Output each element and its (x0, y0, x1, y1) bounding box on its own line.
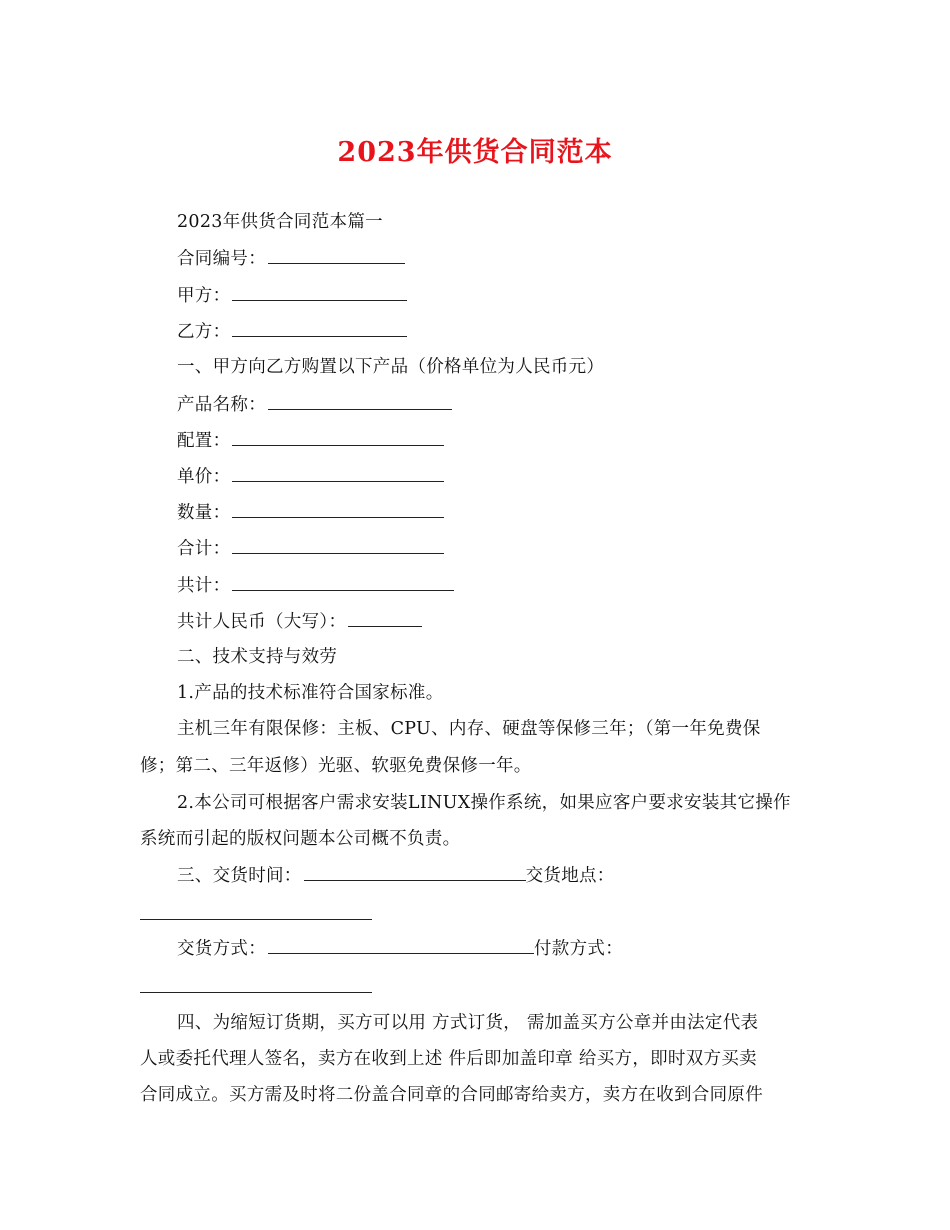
party-b-label: 乙方： (177, 322, 231, 342)
section1-heading: 一、甲方向乙方购置以下产品（价格单位为人民币元） (177, 357, 605, 377)
warranty-line1: 主机三年有限保修：主板、CPU、内存、硬盘等保修三年；（第一年免费保 (177, 719, 761, 739)
document-subtitle: 2023年供货合同范本篇一 (177, 212, 383, 232)
party-a-label: 甲方： (177, 286, 231, 306)
section2-item2-line1: 2.本公司可根据客户需求安装LINUX操作系统，如果应客户要求安装其它操作 (177, 793, 791, 813)
contract-number-field (177, 246, 405, 271)
section4-line3: 合同成立。买方需及时将二份盖合同章的合同邮寄给卖方，卖方在收到合同原件 (140, 1085, 763, 1105)
section2-item1: 1.产品的技术标准符合国家标准。 (177, 683, 444, 703)
section2-heading: 二、技术支持与效劳 (177, 647, 338, 667)
config-label: 配置： (177, 431, 231, 451)
delivery-time-blank (304, 863, 526, 881)
quantity-blank (232, 500, 444, 518)
payment-method-blank (140, 991, 372, 993)
party-b-blank (232, 319, 407, 337)
delivery-time-field (177, 863, 615, 888)
product-name-field (177, 392, 452, 417)
delivery-place-label: 交货地点： (525, 866, 615, 886)
total-rmb-field (177, 609, 422, 634)
party-b-field (177, 319, 407, 344)
party-a-blank (232, 283, 407, 301)
unit-price-field (177, 464, 444, 489)
document-title: 2023年供货合同范本 (337, 137, 613, 168)
section2-item2-line2: 系统而引起的版权问题本公司概不负责。 (140, 829, 461, 849)
delivery-method-label: 交货方式： (177, 939, 266, 959)
quantity-field (177, 500, 444, 525)
product-name-label: 产品名称： (177, 395, 266, 415)
unit-price-label: 单价： (177, 467, 231, 487)
delivery-place-blank (140, 918, 372, 920)
contract-number-blank (268, 246, 405, 264)
subtotal-field (177, 536, 444, 561)
warranty-line2: 修；第二、三年返修）光驱、软驱免费保修一年。 (140, 756, 532, 776)
unit-price-blank (232, 464, 444, 482)
contract-number-label: 合同编号： (177, 249, 266, 269)
payment-method-label: 付款方式： (534, 939, 623, 959)
config-field (177, 428, 444, 453)
product-name-blank (268, 392, 452, 410)
subtotal-label: 合计： (177, 539, 231, 559)
total-blank (232, 573, 454, 591)
subtotal-blank (232, 536, 444, 554)
total-rmb-blank (348, 609, 422, 627)
total-rmb-label: 共计人民币（大写）： (177, 612, 347, 632)
quantity-label: 数量： (177, 503, 231, 523)
delivery-method-blank (268, 936, 534, 954)
config-blank (232, 428, 444, 446)
section4-line1: 四、为缩短订货期，买方可以用 方式订货， 需加盖买方公章并由法定代表 (177, 1013, 759, 1033)
delivery-time-label: 三、交货时间： (177, 866, 302, 886)
party-a-field (177, 283, 407, 308)
delivery-method-field (177, 936, 623, 961)
total-field (177, 573, 454, 598)
section4-line2: 人或委托代理人签名，卖方在收到上述 件后即加盖印章 给买方，即时双方买卖 (140, 1049, 757, 1069)
total-label: 共计： (177, 576, 231, 596)
